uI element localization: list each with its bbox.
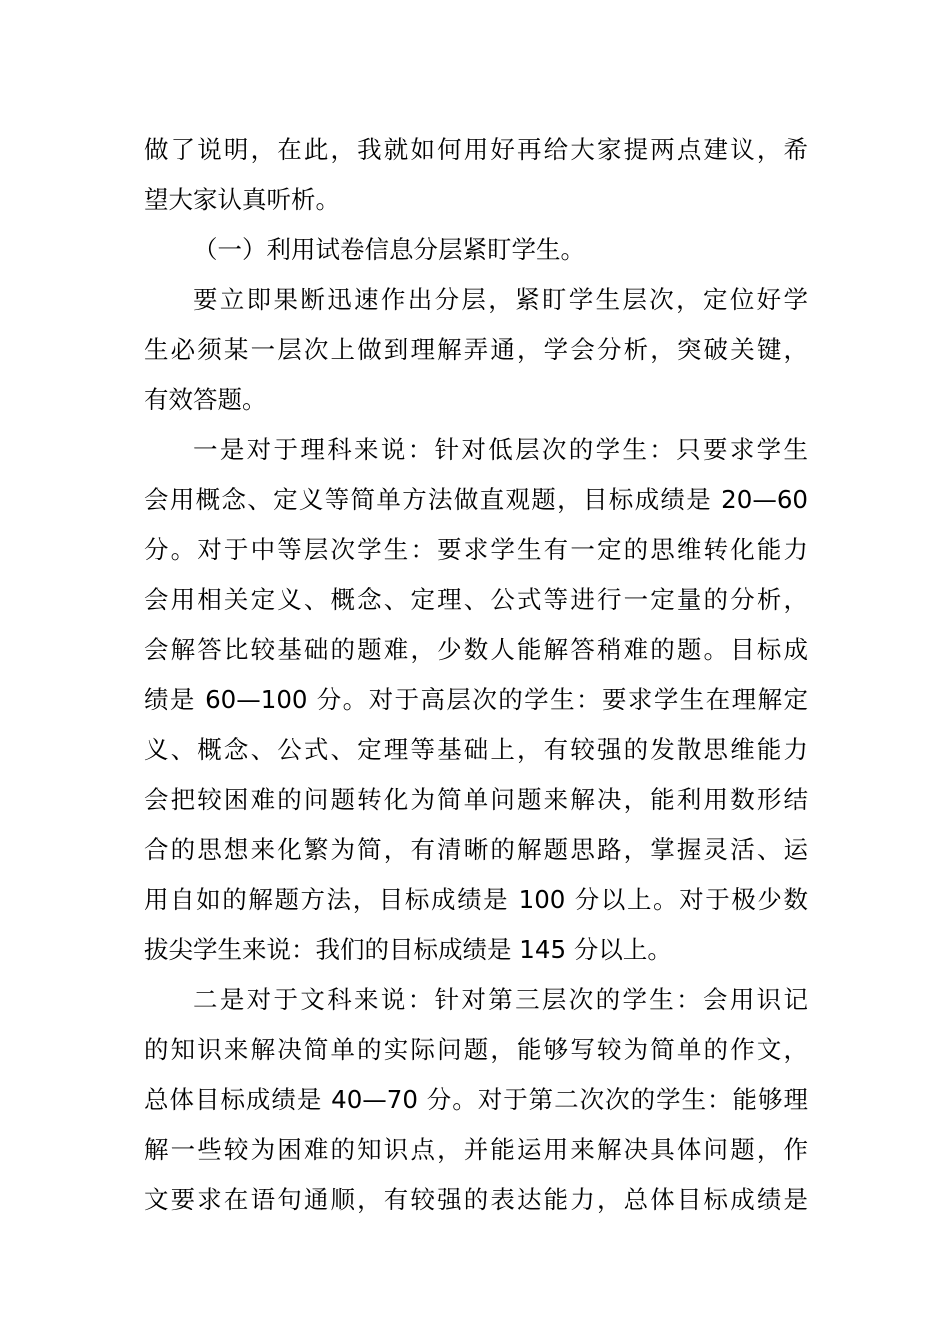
paragraph-line: 望大家认真听析。: [144, 185, 340, 214]
section-heading: （一）利用试卷信息分层紧盯学生。: [193, 235, 585, 264]
paragraph-line: 生必须某一层次上做到理解弄通，学会分析，突破关键，: [144, 335, 808, 364]
paragraph-line: 绩是 60—100 分。对于高层次的学生：要求学生在理解定: [144, 685, 808, 714]
paragraph-line: 的知识来解决简单的实际问题，能够写较为简单的作文，: [144, 1035, 808, 1064]
paragraph-line: 用自如的解题方法，目标成绩是 100 分以上。对于极少数: [144, 885, 808, 914]
paragraph-line: 会用相关定义、概念、定理、公式等进行一定量的分析，: [144, 585, 808, 614]
paragraph-line: 有效答题。: [144, 385, 267, 414]
paragraph-line: 合的思想来化繁为简，有清晰的解题思路，掌握灵活、运: [144, 835, 808, 864]
paragraph-line: 拔尖学生来说：我们的目标成绩是 145 分以上。: [144, 935, 672, 964]
paragraph-line: 会把较困难的问题转化为简单问题来解决，能利用数形结: [144, 785, 808, 814]
paragraph-line: 要立即果断迅速作出分层，紧盯学生层次，定位好学: [193, 285, 808, 314]
paragraph-line: 一是对于理科来说：针对低层次的学生：只要求学生: [193, 435, 808, 464]
paragraph-line: 分。对于中等层次学生：要求学生有一定的思维转化能力: [144, 535, 808, 564]
paragraph-line: 二是对于文科来说：针对第三层次的学生：会用识记: [193, 985, 808, 1014]
paragraph-line: 会解答比较基础的题难，少数人能解答稍难的题。目标成: [144, 635, 808, 664]
paragraph-line: 解一些较为困难的知识点，并能运用来解决具体问题，作: [144, 1135, 808, 1164]
paragraph-line: 总体目标成绩是 40—70 分。对于第二次次的学生：能够理: [144, 1085, 808, 1114]
paragraph-line: 会用概念、定义等简单方法做直观题，目标成绩是 20—60: [144, 485, 808, 514]
paragraph-line: 义、概念、公式、定理等基础上，有较强的发散思维能力: [144, 735, 808, 764]
body-text: [144, 125, 808, 1225]
paragraph-line: 做了说明，在此，我就如何用好再给大家提两点建议，希: [144, 135, 808, 164]
paragraph-line: 文要求在语句通顺，有较强的表达能力，总体目标成绩是: [144, 1185, 808, 1214]
